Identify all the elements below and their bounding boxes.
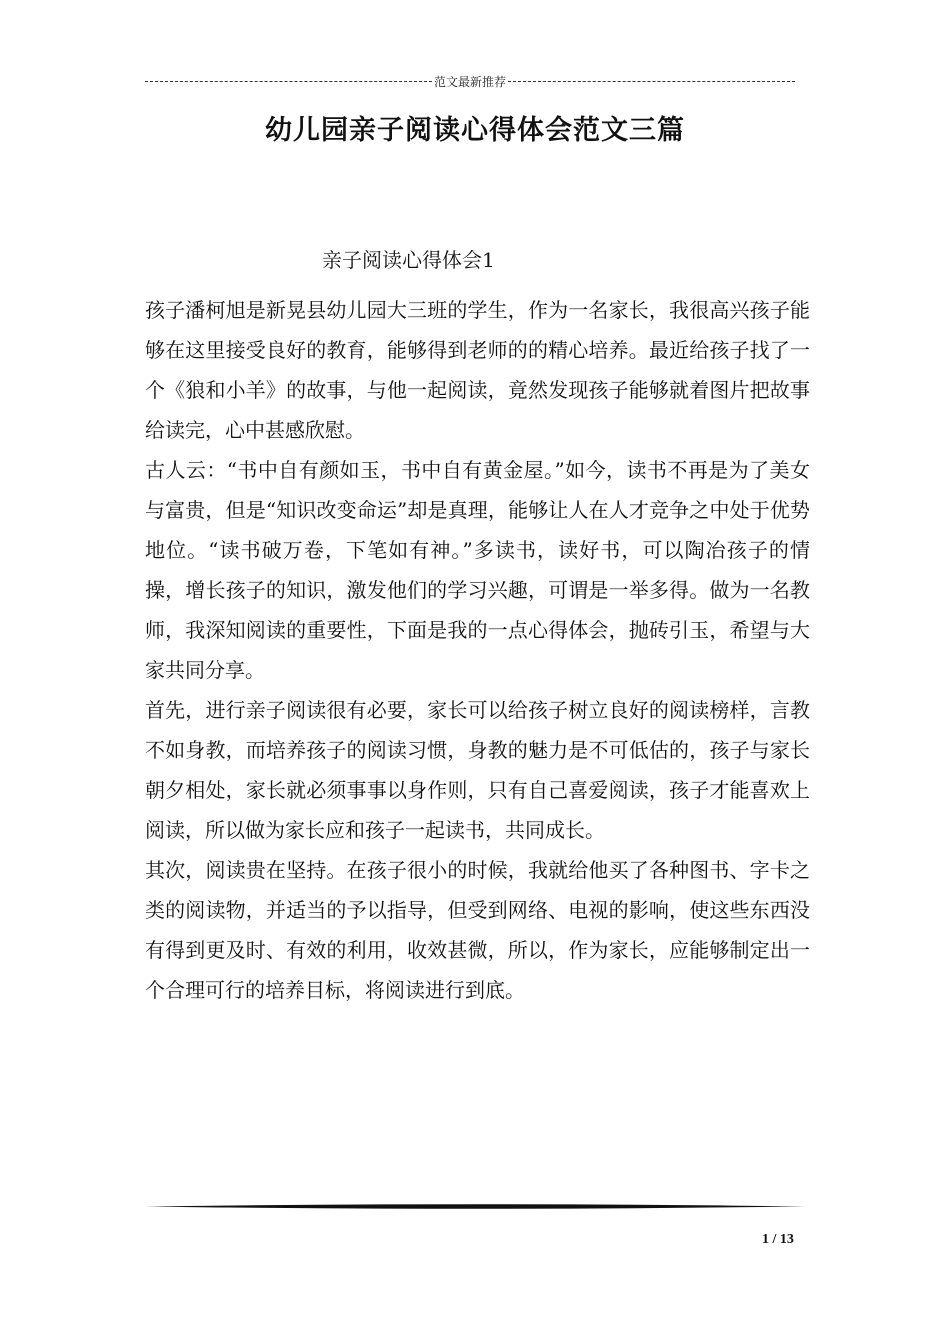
page-number: 1 / 13	[762, 1232, 794, 1247]
paragraph-1: 孩子潘柯旭是新晃县幼儿园大三班的学生，作为一名家长，我很高兴孩子能够在这里接受良好的教育，能够得到老师的的精心培养。最近给孩子找了一个《狼和小羊》的故事，与他一起阅读，竟然发现孩子能够就着图片把故事给读完，心中甚感欣慰。	[145, 298, 810, 442]
header-dash-right	[508, 81, 795, 82]
paragraph-4: 其次，阅读贵在坚持。在孩子很小的时候，我就给他买了各种图书、字卡之类的阅读物，并适当的予以指导，但受到网络、电视的影响，使这些东西没有得到更及时、有效的利用，收效甚微，所以，作为家长，应能够制定出一个合理可行的培养目标，将阅读进行到底。	[145, 858, 810, 1002]
body-text	[145, 290, 810, 1010]
page-header	[145, 73, 795, 89]
document-title: 幼儿园亲子阅读心得体会范文三篇	[265, 115, 685, 146]
paragraph-2: 古人云：“书中自有颜如玉，书中自有黄金屋。”如今，读书不再是为了美女与富贵，但是“知识改变命运”却是真理，能够让人在人才竞争之中处于优势地位。“读书破万卷，下笔如有神。”多读书，读好书，可以陶冶孩子的情操，增长孩子的知识，激发他们的学习兴趣，可谓是一举多得。做为一名教师，我深知阅读的重要性，下面是我的一点心得体会，抛砖引玉，希望与大家共同分享。	[145, 458, 810, 682]
paragraph-3: 首先，进行亲子阅读很有必要，家长可以给孩子树立良好的阅读榜样，言教不如身教，而培养孩子的阅读习惯，身教的魅力是不可低估的，孩子与家长朝夕相处，家长就必须事事以身作则，只有自己喜爱阅读，孩子才能喜欢上阅读，所以做为家长应和孩子一起读书，共同成长。	[145, 698, 810, 842]
header-dash-left	[145, 81, 432, 82]
header-label: 范文最新推荐	[434, 74, 507, 89]
footer-rule	[145, 1203, 805, 1210]
section-heading: 亲子阅读心得体会1	[322, 248, 495, 272]
